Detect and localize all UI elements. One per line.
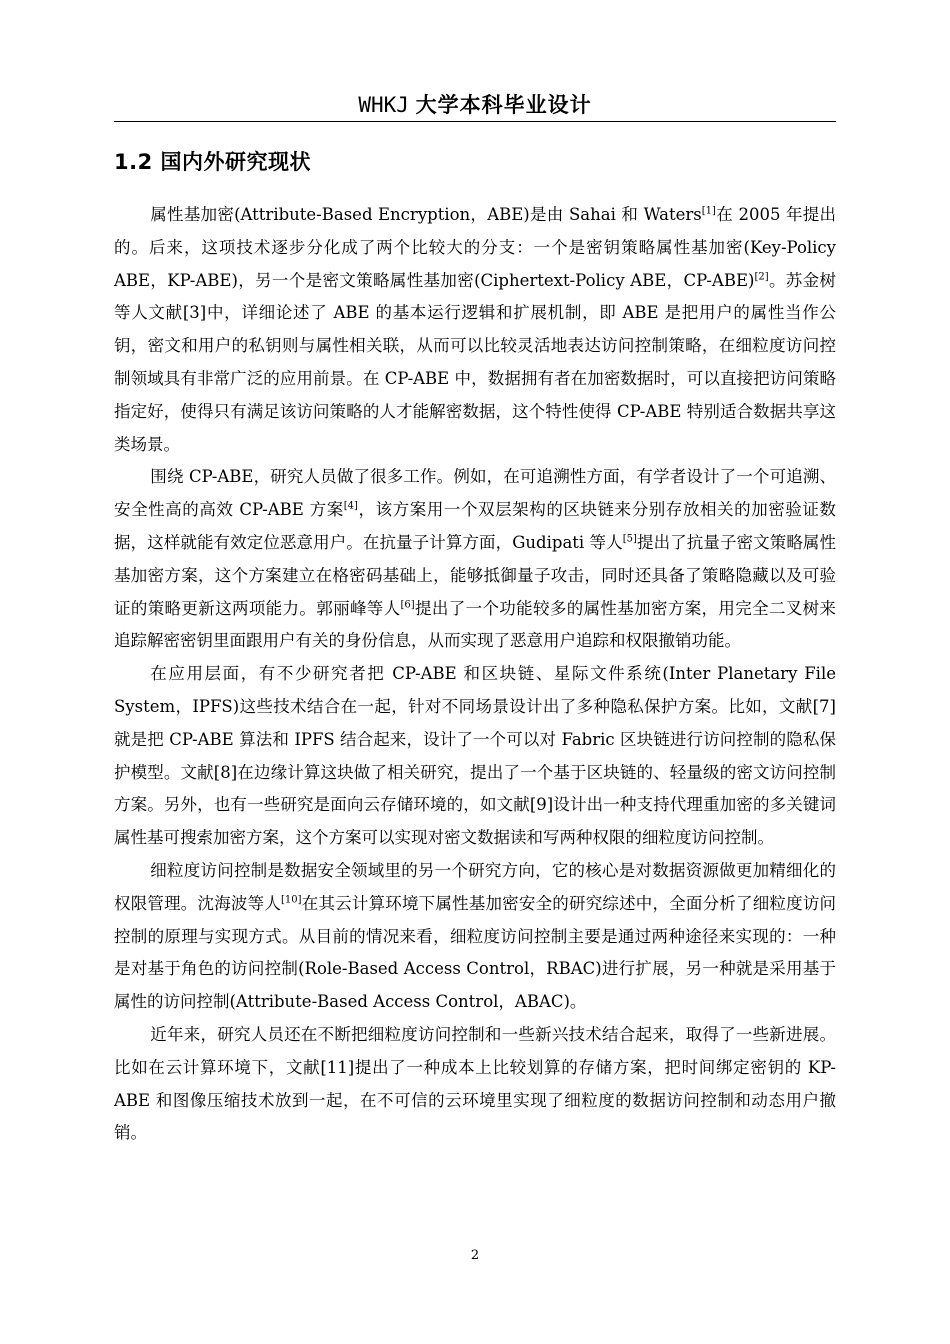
body-paragraph — [114, 199, 836, 461]
paragraph-text: 。苏金树等人文献[3]中，详细论述了 ABE 的基本运行逻辑和扩展机制，即 ABE 是把用户的属性当作公钥，密文和用户的私钥则与属性相关联，从而可以比较灵活地表达访问控制策略，在细粒度访问控制领域具有非常广泛的应用前景。在 CP-ABE 中，数据拥有者在加密数据时，可以直接把访问策略指定好，使得只有满足该访问策略的人才能解密数据，这个特性使得 CP-ABE 特别适合数据共享这类场景。 — [114, 270, 836, 454]
header-rule — [114, 121, 836, 122]
body-paragraph — [114, 658, 836, 855]
paragraph-text: 围绕 CP-ABE，研究人员做了很多工作。例如，在可追溯性方面，有学者设计了一个可追溯、安全性高的高效 CP-ABE 方案 — [114, 467, 836, 520]
paragraph-text: ，该方案用一个双层架构的区块链来分别存放相关的加密验证数据，这样就能有效定位恶意用户。在抗量子计算方面，Gudipati 等人 — [114, 500, 836, 552]
citation-superscript: [5] — [622, 533, 637, 545]
page-number: 2 — [470, 1248, 480, 1263]
body-paragraph — [114, 461, 836, 658]
citation-superscript: [4] — [343, 500, 358, 512]
header-title: 大学本科毕业设计 — [415, 93, 592, 117]
header-latin: WHKJ — [358, 93, 409, 117]
paragraph-text: 提出了一个功能较多的属性基加密方案，用完全二叉树来追踪解密密钥里面跟用户有关的身份信息，从而实现了恶意用户追踪和权限撤销功能。 — [114, 598, 837, 651]
paragraph-text: 在应用层面，有不少研究者把 CP-ABE 和区块链、星际文件系统(Inter Planetary File System，IPFS)这些技术结合在一起，针对不同场景设计出了多种隐私保护方案。比如，文献[7]就是把 CP-ABE 算法和 IPFS 结合起来，设计了一个可以对 Fabric 区块链进行访问控制的隐私保护模型。文献[8]在边缘计算这块做了相关研究，提出了一个基于区块链的、轻量级的密文访问控制方案。另外，也有一些研究是面向云存储环境的，如文献[9]设计出一种支持代理重加密的多关键词属性基可搜索加密方案，这个方案可以实现对密文数据读和写两种权限的细粒度访问控制。 — [114, 664, 836, 848]
paragraph-text: 属性基加密(Attribute-Based Encryption，ABE)是由 Sahai 和 Waters — [150, 205, 702, 224]
section-heading: 1.2 国内外研究现状 — [114, 150, 312, 174]
citation-superscript: [10] — [281, 894, 302, 906]
page-header — [114, 92, 836, 118]
body-text — [114, 199, 836, 1150]
citation-superscript: [6] — [400, 599, 415, 611]
paragraph-text: 近年来，研究人员还在不断把细粒度访问控制和一些新兴技术结合起来，取得了一些新进展。比如在云计算环境下，文献[11]提出了一种成本上比较划算的存储方案，把时间绑定密钥的 KP-ABE 和图像压缩技术放到一起，在不可信的云环境里实现了细粒度的数据访问控制和动态用户撤销。 — [114, 1024, 836, 1143]
citation-superscript: [1] — [701, 205, 716, 217]
paragraph-text: 在 2005 年提出的。后来，这项技术逐步分化成了两个比较大的分支：一个是密钥策略属性基加密(Key-Policy ABE，KP-ABE)，另一个是密文策略属性基加密(Ciphertext-Policy ABE，CP-ABE) — [114, 205, 837, 290]
citation-superscript: [2] — [754, 271, 769, 283]
paragraph-text: 在其云计算环境下属性基加密安全的研究综述中，全面分析了细粒度访问控制的原理与实现方式。从目前的情况来看，细粒度访问控制主要是通过两种途径来实现的：一种是对基于角色的访问控制(Role-Based Access Control，RBAC)进行扩展，另一种就是采用基于属性的访问控制(Attribute-Based Access Control，ABAC)。 — [114, 893, 837, 1012]
body-paragraph — [114, 1019, 836, 1150]
paragraph-text: 细粒度访问控制是数据安全领域里的另一个研究方向，它的核心是对数据资源做更加精细化的权限管理。沈海波等人 — [114, 860, 836, 913]
body-paragraph — [114, 855, 836, 1019]
paragraph-text: 提出了抗量子密文策略属性基加密方案，这个方案建立在格密码基础上，能够抵御量子攻击，同时还具备了策略隐藏以及可验证的策略更新这两项能力。郭丽峰等人 — [114, 532, 837, 618]
